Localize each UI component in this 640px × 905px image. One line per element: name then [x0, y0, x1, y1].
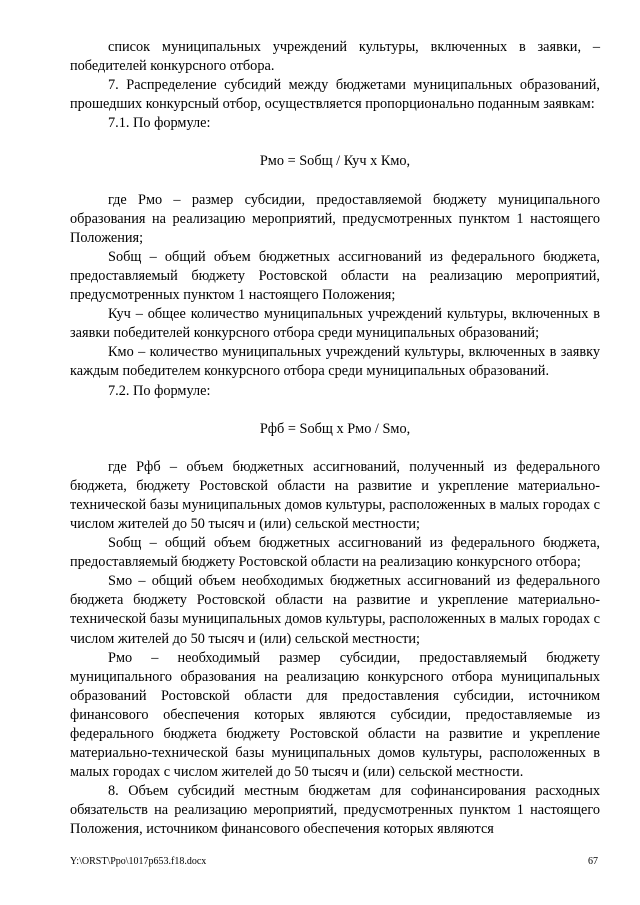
- paragraph-section-7-1: 7.1. По формуле:: [108, 115, 211, 132]
- paragraph-def-rmo: где Рмо – размер субсидии, предоставляемой бюджету муниципального образования на реализацию мероприятий, предусмотренных пунктом 1 настоящего Положения;: [70, 191, 600, 246]
- document-body: [70, 38, 600, 840]
- paragraph-winners-list: список муниципальных учреждений культуры, включенных в заявки, – победителей конкурсного отбора.: [70, 39, 600, 75]
- paragraph-section-7-2: 7.2. По формуле:: [108, 382, 211, 399]
- paragraph-def-sobsch-2: Sобщ – общий объем бюджетных ассигнований из федерального бюджета, предоставляемый бюджету Ростовской области на реализацию конкурсного отбора;: [70, 535, 600, 571]
- formula-7-2: Рфб = Sобщ х Рмо / Sмо,: [259, 420, 411, 437]
- paragraph-def-rfb: где Рфб – объем бюджетных ассигнований, полученный из федерального бюджета, бюджету Ростовской области на развитие и укрепление материально-технической базы муниципальных домов культуры, расположенных в малых городах с числом жителей до 50 тысяч и (или) сельской местности;: [70, 458, 600, 532]
- paragraph-def-smo: Sмо – общий объем необходимых бюджетных ассигнований из федерального бюджета бюджету Ростовской области на развитие и укрепление материально-технической базы муниципальных домов культуры, расположенных в малых городах с числом жителей до 50 тысяч и (или) сельской местности;: [70, 573, 600, 647]
- paragraph-section-7: 7. Распределение субсидий между бюджетами муниципальных образований, прошедших конкурсный отбор, осуществляется пропорционально поданным заявкам:: [70, 77, 600, 113]
- paragraph-def-kmo: Кмо – количество муниципальных учреждений культуры, включенных в заявку каждым победителем конкурсного отбора среди муниципальных образований.: [70, 344, 600, 380]
- paragraph-section-8: 8. Объем субсидий местным бюджетам для софинансирования расходных обязательств на реализацию мероприятий, предусмотренных пунктом 1 настоящего Положения, источником финансового обеспечения которых являются: [70, 783, 600, 838]
- paragraph-def-rmo-2: Рмо – необходимый размер субсидии, предоставляемый бюджету муниципального образования на реализацию конкурсного отбора муниципальных образований Ростовской области для предоставления субсидии, источником финансового обеспечения которых являются субсидии, предоставляемые из федерального бюджета бюджету Ростовской области на развитие и укрепление материально-технической базы муниципальных домов культуры, расположенных в малых городах с числом жителей до 50 тысяч и (или) сельской местности.: [70, 649, 600, 781]
- paragraph-def-sobsch: Sобщ – общий объем бюджетных ассигнований из федерального бюджета, предоставляемый бюджету Ростовской области на реализацию мероприятий, предусмотренных пунктом 1 настоящего Положения;: [70, 248, 600, 304]
- page-number: 67: [588, 856, 598, 867]
- paragraph-def-kuch: Куч – общее количество муниципальных учреждений культуры, включенных в заявки победителей конкурсного отбора среди муниципальных образований;: [70, 306, 600, 342]
- footer-file-path: Y:\ORST\Ppo\1017p653.f18.docx: [70, 856, 207, 867]
- formula-7-1: Рмо = Sобщ / Куч х Кмо,: [259, 153, 411, 170]
